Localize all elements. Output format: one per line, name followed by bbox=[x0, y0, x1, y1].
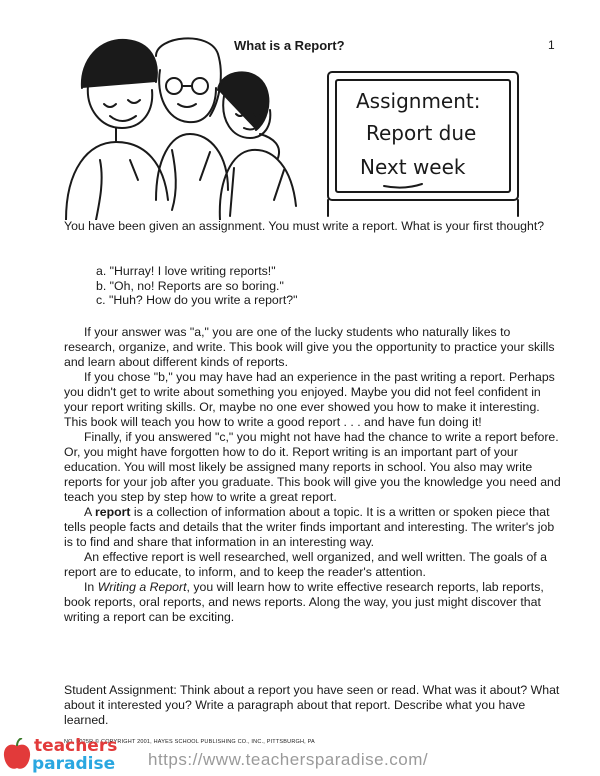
paragraph-definition bbox=[64, 505, 564, 550]
paragraph-effective-report: An effective report is well researched, well organized, and well written. The goals of a report are to educate, to inform, and to keep the reader's attention. bbox=[64, 550, 547, 579]
board-line-1: Assignment: bbox=[356, 89, 481, 113]
main-paragraphs bbox=[64, 325, 564, 625]
option-b: b. "Oh, no! Reports are so boring." bbox=[96, 278, 284, 293]
overview-rest: , you will learn how to write effective research reports, lab reports, book reports, oral reports, and news reports. Along the way, you just might discover that writing a report can be exciting. bbox=[64, 580, 544, 624]
logo-word-paradise: paradise bbox=[32, 754, 116, 774]
students-illustration bbox=[60, 30, 540, 220]
apple-icon bbox=[2, 738, 32, 772]
page-title: What is a Report? bbox=[234, 38, 345, 53]
intro-text: You have been given an assignment. You must write a report. What is your first thought? bbox=[64, 219, 545, 233]
board-line-2: Report due bbox=[366, 121, 477, 145]
definition-rest: is a collection of information about a topic. It is a written or spoken piece that tells people facts and details that the writer finds important and interesting. The writer's job is to find and share that information in an interesting way. bbox=[64, 505, 555, 549]
logo-word-teachers: teachers bbox=[34, 736, 118, 756]
paragraph-a-answer: If your answer was "a," you are one of the lucky students who naturally likes to research, organize, and write. This book will give you the opportunity to practice your skills and learn about different kinds of reports. bbox=[64, 325, 555, 369]
definition-start: A bbox=[84, 505, 95, 519]
option-a: a. "Hurray! I love writing reports!" bbox=[96, 264, 276, 278]
student-assignment bbox=[64, 683, 564, 728]
student-assignment-text: Student Assignment: Think about a report you have seen or read. What was it about? What about it interested you? Write a paragraph about that report. Describe what you have learned. bbox=[64, 683, 560, 727]
copyright-line: NO. L025R © COPYRIGHT 2001, HAYES SCHOOL PUBLISHING CO., INC., PITTSBURGH, PA bbox=[64, 739, 315, 745]
option-c: c. "Huh? How do you write a report?" bbox=[96, 293, 298, 307]
overview-start: In bbox=[84, 580, 98, 594]
website-url[interactable]: https://www.teachersparadise.com/ bbox=[148, 750, 429, 769]
answer-options bbox=[96, 264, 556, 308]
page-number: 1 bbox=[548, 38, 555, 52]
paragraph-b-answer: If you chose "b," you may have had an experience in the past writing a report. Perhaps you didn't get to write about something you enjoyed. Maybe you did not feel confident in your report writing skills. Or, maybe no one ever showed you how to make it interesting. This book will teach you how to write a good report . . . and have fun doing it! bbox=[64, 370, 555, 429]
report-keyword: report bbox=[94, 505, 131, 519]
book-title: Writing a Report bbox=[97, 580, 187, 594]
paragraph-c-answer: Finally, if you answered "c," you might not have had the chance to write a report before. Or, you might have forgotten how to do it. Report writing is an important part of your education. You will most likely be assigned many reports in school. You also may write reports for your job after you graduate. This book will give you the knowledge you need and teach you step by step how to write a great report. bbox=[64, 430, 561, 504]
intro-paragraph bbox=[64, 219, 564, 234]
board-line-3: Next week bbox=[360, 155, 466, 179]
paragraph-book-overview bbox=[64, 580, 564, 625]
teachers-paradise-logo bbox=[2, 734, 132, 776]
